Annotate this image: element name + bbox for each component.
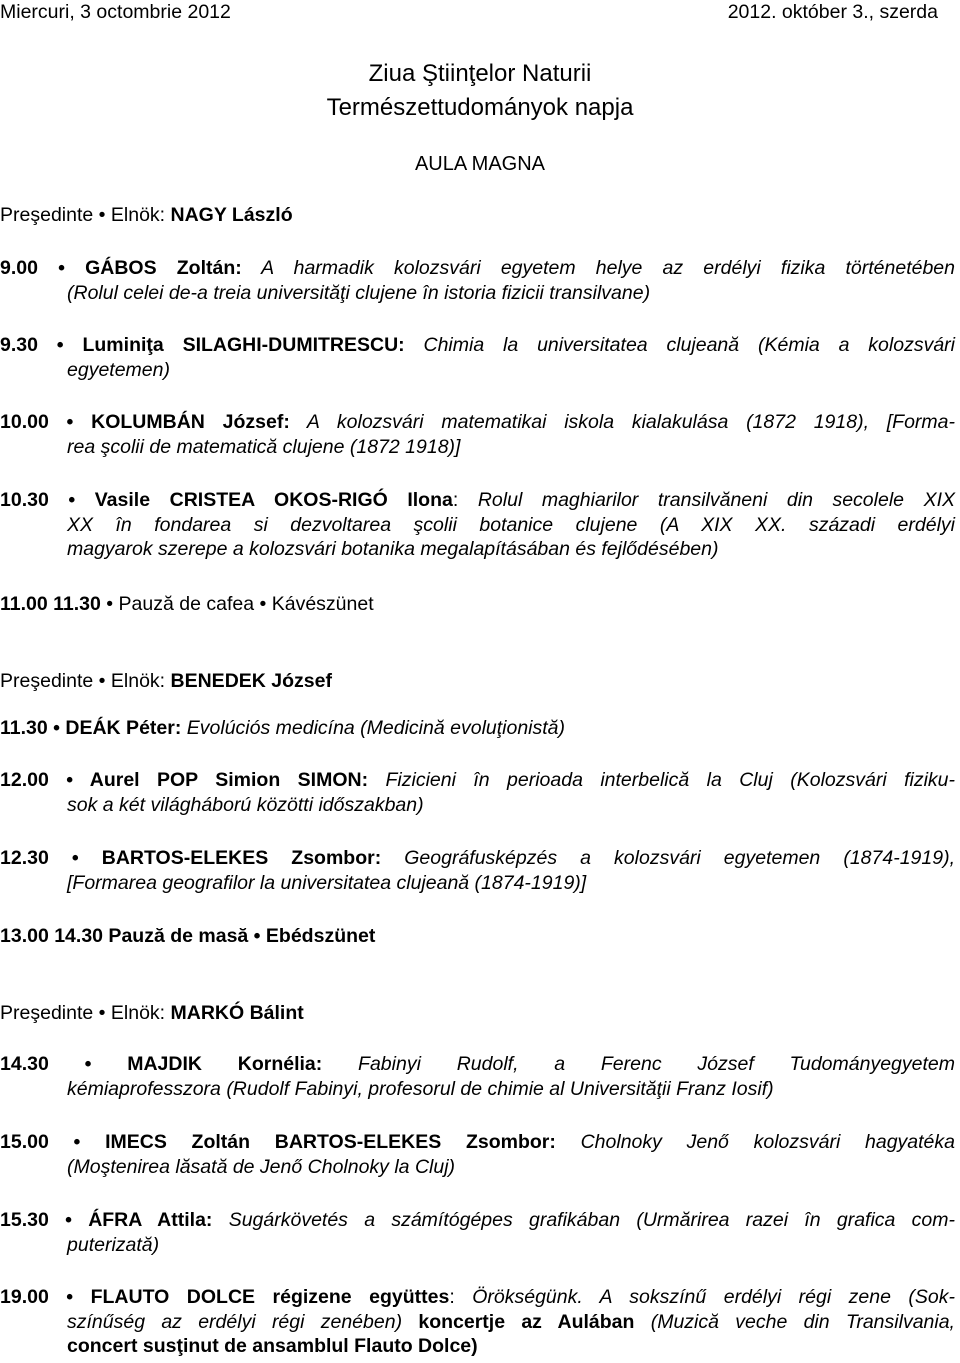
entry-speaker: Luminiţa SILAGHI-DUMITRESCU: [82,334,405,356]
entry-title-continued: (Rolul celei de-a treia universităţi clujene în istoria fizicii transilvane) [67,281,651,304]
entry-time: 14.30 • [0,1053,128,1075]
break-time: 11.00 11.30 [0,593,101,615]
break-time: 13.00 14.30 [0,925,104,947]
entry-title: Sugárkövetés a számítógépes grafikában (Urmărirea razei în grafica com- [212,1209,955,1231]
program-entry [0,768,955,817]
entry-time: 15.00 • [0,1131,106,1153]
lunch-break [0,924,955,949]
entry-title: A kolozsvári matematikai iskola kialakulása (1872 1918), [Forma- [289,411,955,433]
event-title-hungarian: Természettudományok napja [326,94,634,121]
entry-title-continued-2: magyarok szerepe a kolozsvári botanika megalapításában és fejlődésében) [67,538,719,560]
entry-title: Rolul maghiarilor transilvăneni din secolele XIX [477,489,955,511]
chair-name: BENEDEK József [170,670,332,692]
chair-prefix: Preşedinte • Elnök: [0,670,171,692]
entry-title: Cholnoky Jenő kolozsvári hagyatéka [555,1131,956,1153]
session1-chair [0,203,293,228]
entry-time: 10.00 • [0,411,92,433]
entry-speaker: FLAUTO DOLCE régizene együttes [90,1286,450,1308]
coffee-break [0,592,955,617]
entry-time: 19.00 • [0,1286,91,1308]
session2-chair [0,669,332,694]
entry-title: Geográfusképzés a kolozsvári egyetemen (1874-1919), [381,847,955,869]
program-entry [0,256,955,305]
entry-separator: : [452,489,478,511]
entry-title-part-2: (Muzică veche din Transilvania, [634,1310,955,1333]
entry-title: Örökségünk. A sokszínű erdélyi régi zene (Sok- [472,1286,955,1308]
chair-prefix: Preşedinte • Elnök: [0,204,171,226]
entry-title-continued: XX în fondarea si dezvoltarea şcolii botanice clujene (A XIX XX. századi erdélyi [67,513,955,536]
program-entry [0,1208,955,1257]
program-entry [0,410,955,459]
break-label: • Pauză de cafea • Kávészünet [100,593,374,615]
entry-time: 12.00 • [0,769,90,791]
header-date-hungarian: 2012. október 3., szerda [727,1,938,23]
entry-title-part: színűség az erdélyi régi zenében) [67,1310,419,1333]
program-entry [0,846,955,895]
entry-title-continued: egyetemen) [67,358,170,381]
entry-title: Fizicieni în perioada interbelică la Cluj (Kolozsvári fiziku- [368,769,955,791]
entry-title-continued: rea şcolii de matematică clujene (1872 1918)] [67,435,461,458]
entry-speaker: GÁBOS Zoltán: [85,257,242,279]
entry-title-continued: (Moştenirea lăsată de Jenő Cholnoky la Cluj) [67,1155,456,1178]
entry-speaker: ÁFRA Attila: [88,1209,213,1231]
entry-title-continued: puterizată) [67,1233,160,1256]
entry-title: Chimia la universitatea clujeană (Kémia a kolozsvári [404,334,955,356]
entry-title-continued-2: concert susţinut de ansamblul Flauto Dolce) [67,1335,478,1357]
entry-title-continued: kémiaprofesszora (Rudolf Fabinyi, profesorul de chimie al Universităţii Franz Iosif) [67,1077,774,1100]
program-entry [0,716,955,741]
entry-speaker: BARTOS-ELEKES Zsombor: [101,847,382,869]
venue-title: AULA MAGNA [414,153,546,175]
entry-speaker: MAJDIK Kornélia: [127,1053,323,1075]
program-entry [0,488,955,562]
entry-speaker: Vasile CRISTEA OKOS-RIGÓ Ilona [94,489,453,511]
entry-time: 15.30 • [0,1209,89,1231]
header-date-romanian: Miercuri, 3 octombrie 2012 [0,1,231,23]
entry-time: 9.30 • [0,334,83,356]
entry-title-continued [0,1310,955,1335]
entry-speaker: KOLUMBÁN József: [91,411,290,433]
entry-title: Evolúciós medicína (Medicină evoluţionistă) [181,717,566,739]
entry-time: 9.00 • [0,257,86,279]
entry-speaker: DEÁK Péter: [65,717,182,739]
break-label: Pauză de masă • Ebédszünet [103,925,376,947]
entry-time: 10.30 • [0,489,95,511]
entry-title: A harmadik kolozsvári egyetem helye az erdélyi fizika történetében [241,257,955,279]
entry-time: 12.30 • [0,847,102,869]
entry-speaker: IMECS Zoltán BARTOS-ELEKES Zsombor: [105,1131,556,1153]
entry-time: 11.30 • [0,717,66,739]
program-entry [0,1130,955,1179]
entry-title: Fabinyi Rudolf, a Ferenc József Tudományegyetem [322,1053,955,1075]
program-entry [0,1285,955,1359]
entry-title-continued: sok a két világháború közötti időszakban) [67,793,424,816]
program-entry [0,333,955,382]
program-entry [0,1052,955,1101]
concert-label: koncertje az Aulában [418,1310,635,1333]
event-title-romanian: Ziua Ştiinţelor Naturii [368,60,592,87]
chair-prefix: Preşedinte • Elnök: [0,1002,171,1024]
chair-name: NAGY László [170,204,293,226]
entry-speaker: Aurel POP Simion SIMON: [89,769,369,791]
entry-separator: : [449,1286,473,1308]
entry-title-continued: [Formarea geografilor la universitatea clujeană (1874-1919)] [67,871,587,894]
session3-chair [0,1001,304,1026]
chair-name: MARKÓ Bálint [170,1002,304,1024]
